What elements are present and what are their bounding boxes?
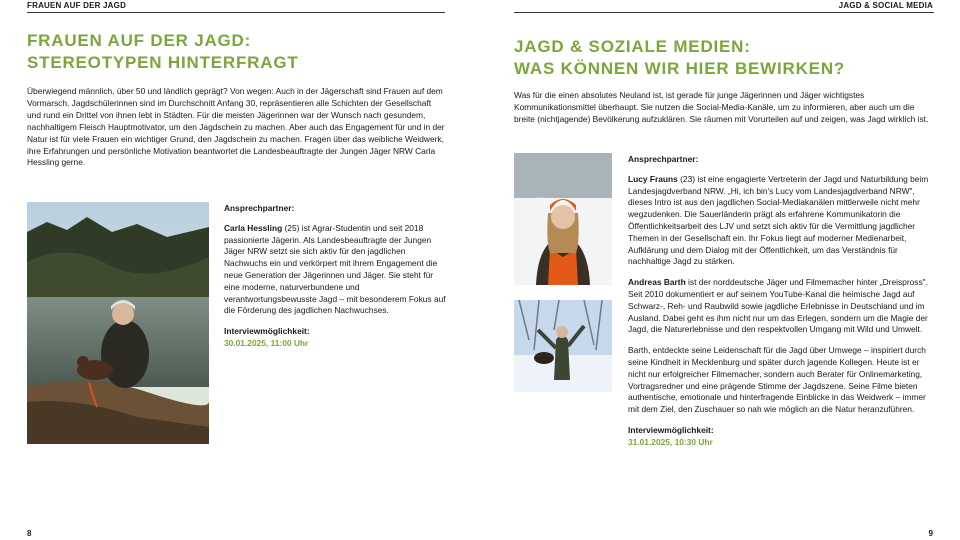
- contact-bio-andreas: [628, 277, 936, 336]
- headline-left-line1: FRAUEN AUF DER JAGD:: [27, 31, 252, 50]
- contact-label-left: Ansprechpartner:: [224, 203, 295, 213]
- header-rule-left: [27, 12, 445, 13]
- intro-right: Was für die einen absolutes Neuland ist, ist gerade für junge Jägerinnen und Jäger wichtigstes Kommunikationsmittel überhaupt. Sie nutzen die Social-Media-Kanäle, um zu informieren, aber auch um die breite (nichtjagende) Bevölkerung aufzuklären. Sie räumen mit Vorurteilen auf und zeigen, was Jagd wirklich ist.: [514, 90, 929, 124]
- interview-date-right: 31.01.2025, 10:30 Uhr: [628, 436, 713, 447]
- headline-right: [514, 36, 845, 80]
- contact-bio-andreas-more: Barth, entdeckte seine Leidenschaft für die Jagd über Umwege – inspiriert durch seine Kindheit in Mecklenburg und später durch jagende Kollegen. Heute ist er nicht nur erfolgreicher Filmemacher, sondern auch Berater für Onlinemarketing, Vortragsredner und eine prägende Stimme der Jagdszene. Seine Filme bieten authentische, emotionale und hinterfragende Einblicke in das Weidwerk – immer mit dem Ziel, den Zuschauer so nah wie möglich an die Natur heranzuführen.: [628, 345, 926, 415]
- contact-name-carla: Carla Hessling: [224, 222, 283, 233]
- page-number-right: 9: [928, 529, 933, 538]
- contact-bio-lucy: [628, 174, 936, 268]
- intro-left: Überwiegend männlich, über 50 und ländlich geprägt? Von wegen: Auch in der Jägerschaft sind Frauen auf dem Vormarsch. Jagdschülerinnen sind im Durchschnitt Anfang 30, repräsentieren alle Schichten der Gesellschaft und rund ein Drittel von ihnen lebt in Städten. Für die meisten Jägerinnen war der Wunsch nach gesundem, nachhaltigem Fleisch Hauptmotivator, um den Jagdschein zu machen. Aber auch das Engagement für und in der Natur ist für viele Frauen ein wichtiger Grund, den Jagdschein zu machen. Fragen über das weibliche Weidwerk, ihre Erfahrungen und persönliche Motivation beantwortet die Landesbeauftragte der Jungen Jäger NRW Carla Hessling gerne.: [27, 86, 445, 168]
- photo-andreas-barth: [514, 300, 612, 392]
- headline-left: [27, 30, 299, 74]
- photo-lucy-frauns: [514, 153, 612, 285]
- headline-right-line1: JAGD & SOZIALE MEDIEN:: [514, 37, 751, 56]
- contact-name-andreas: Andreas Barth: [628, 277, 686, 288]
- contact-block-right: [628, 154, 936, 449]
- headline-left-line2: STEREOTYPEN HINTERFRAGT: [27, 53, 299, 72]
- photo-lucy-frauns-image: [514, 153, 612, 285]
- page-right: [480, 0, 960, 540]
- headline-right-line2: WAS KÖNNEN WIR HIER BEWIRKEN?: [514, 59, 846, 78]
- contact-text-andreas: ist der norddeutsche Jäger und Filmemacher hinter „Dreispross". Seit 2010 dokumentiert er auf seinem YouTube-Kanal die heimische Jagd auf Schwarz-, Reh- und Raubwild sowie jagdliche Erlebnisse in Deutschland und im Ausland. Dabei geht es ihm nicht nur um das Erlegen, sondern um die Magie der Jagd, die Naturerlebnisse und den respektvollen Umgang mit Wild und Umwelt.: [628, 277, 928, 335]
- contact-text-lucy: (23) ist eine engagierte Vertreterin der Jagd und Naturbildung beim Landesjagdverband NRW. „Hi, ich bin's Lucy vom Landesjagdverband NRW", dieses Intro ist aus den jagdlichen Social-Mediakanälen mittlerweile nicht mehr wegzudenken. Die Sauerländerin prägt als erfahrene Kommunikatorin die Öffentlichkeitsarbeit des LJV und setzt sich aktiv für die Vermittlung jagdlicher Themen in der Gesellschaft ein. Ihr Fokus liegt auf moderner Medienarbeit, Aufklärung und dem Dialog mit der Öffentlichkeit, um das Verständnis für nachhaltige Jagd zu stärken.: [628, 173, 929, 267]
- contact-block-left: [224, 203, 446, 350]
- photo-andreas-barth-image: [514, 300, 612, 392]
- running-head-left: FRAUEN AUF DER JAGD: [27, 1, 127, 10]
- photo-carla-hessling: [27, 202, 209, 444]
- interview-date-left: 30.01.2025, 11:00 Uhr: [224, 337, 309, 348]
- contact-name-lucy: Lucy Frauns: [628, 173, 678, 184]
- interview-label-left: Interviewmöglichkeit:: [224, 326, 310, 337]
- interview-label-right: Interviewmöglichkeit:: [628, 424, 714, 435]
- page-number-left: 8: [27, 529, 32, 538]
- running-head-right: JAGD & SOCIAL MEDIA: [838, 1, 933, 10]
- contact-bio-carla: [224, 223, 446, 317]
- photo-carla-hessling-image: [27, 202, 209, 444]
- contact-text-carla: (25) ist Agrar-Studentin und seit 2018 passionierte Jägerin. Als Landesbeauftragte der Jungen Jäger NRW setzt sie sich aktiv für den jagdlichen Nachwuchs ein und verkörpert mit ihrem Engagement die neue Generation der Jägerinnen und Jäger. Sie steht für eine moderne, naturverbundene und verantwortungsbewusste Jagd – mit besonderem Fokus auf die Förderung des jagdlichen Nachwuchses.: [224, 222, 446, 316]
- contact-label-right: Ansprechpartner:: [628, 154, 699, 164]
- header-rule-right: [514, 12, 934, 13]
